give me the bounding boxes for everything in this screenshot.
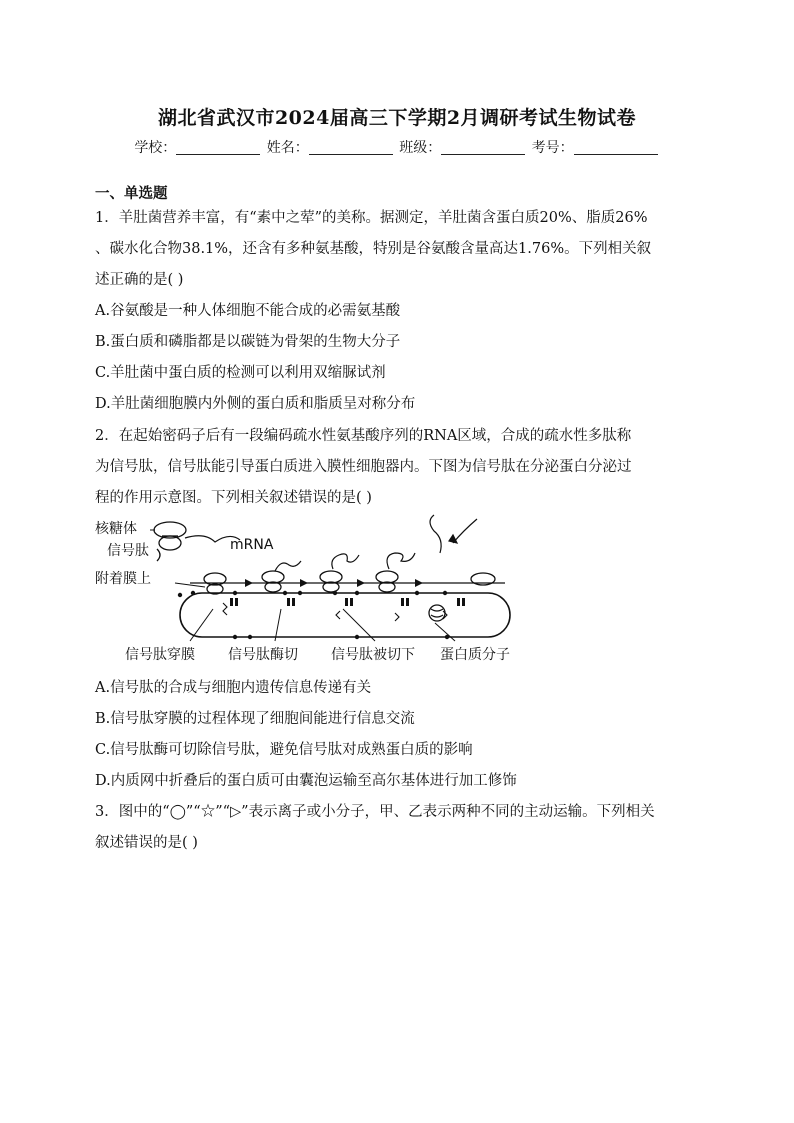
q1-text-line: 述正确的是( ) bbox=[95, 272, 184, 288]
label-signal-peptide: 信号肽 bbox=[107, 543, 149, 559]
diagram-svg bbox=[95, 513, 535, 668]
label-cut: 信号肽被切下 bbox=[331, 647, 415, 663]
q2-text-line: 为信号肽，信号肽能引导蛋白质进入膜性细胞器内。下图为信号肽在分泌蛋白分泌过 bbox=[95, 459, 632, 475]
cleaved-signal-peptides bbox=[223, 603, 447, 621]
membrane-markers bbox=[230, 598, 465, 606]
label-attached: 附着膜上 bbox=[95, 571, 151, 587]
q2-text-line: 2．在起始密码子后有一段编码疏水性氨基酸序列的RNA区域，合成的疏水性多肽称 bbox=[95, 428, 632, 444]
exam-title: 湖北省武汉市2024届高三下学期2月调研考试生物试卷 bbox=[157, 107, 637, 129]
class-blank[interactable] bbox=[441, 140, 525, 155]
q1-option-a[interactable]: A.谷氨酸是一种人体细胞不能合成的必需氨基酸 bbox=[95, 303, 401, 319]
name-blank[interactable] bbox=[309, 140, 393, 155]
number-label: 考号： bbox=[531, 140, 574, 156]
label-ribosome: 核糖体 bbox=[95, 521, 137, 537]
label-cross: 信号肽穿膜 bbox=[125, 647, 195, 663]
q3-text-line: 3．图中的“◯”“☆”“▷”表示离子或小分子，甲、乙表示两种不同的主动运输。下列相关 bbox=[95, 804, 655, 820]
q1-option-d[interactable]: D.羊肚菌细胞膜内外侧的蛋白质和脂质呈对称分布 bbox=[95, 396, 416, 412]
signal-peptide-diagram bbox=[95, 513, 535, 668]
q1-text-line: 1．羊肚菌营养丰富，有“素中之荤”的美称。据测定，羊肚菌含蛋白质20%、脂质26% bbox=[95, 210, 648, 226]
q1-text-line: 、碳水化合物38.1%，还含有多种氨基酸，特别是谷氨酸含量高达1.76%。下列相关叙 bbox=[95, 241, 652, 257]
school-label: 学校： bbox=[134, 140, 177, 156]
q1-option-b[interactable]: B.蛋白质和磷脂都是以碳链为骨架的生物大分子 bbox=[95, 334, 401, 350]
q2-text-line: 程的作用示意图。下列相关叙述错误的是( ) bbox=[95, 490, 372, 506]
class-label: 班级： bbox=[399, 140, 442, 156]
label-enzyme: 信号肽酶切 bbox=[228, 647, 298, 663]
q2-option-d[interactable]: D.内质网中折叠后的蛋白质可由囊泡运输至高尔基体进行加工修饰 bbox=[95, 773, 517, 789]
label-mrna: mRNA bbox=[230, 537, 274, 553]
q2-option-a[interactable]: A.信号肽的合成与细胞内遗传信息传递有关 bbox=[95, 680, 372, 696]
school-blank[interactable] bbox=[176, 140, 260, 155]
number-blank[interactable] bbox=[574, 140, 658, 155]
free-ribosome bbox=[154, 522, 186, 561]
label-protein: 蛋白质分子 bbox=[440, 647, 510, 663]
q2-option-b[interactable]: B.信号肽穿膜的过程体现了细胞间能进行信息交流 bbox=[95, 711, 415, 727]
q1-option-c[interactable]: C.羊肚菌中蛋白质的检测可以利用双缩脲试剂 bbox=[95, 365, 386, 381]
name-label: 姓名： bbox=[266, 140, 309, 156]
q2-option-c[interactable]: C.信号肽酶可切除信号肽，避免信号肽对成熟蛋白质的影响 bbox=[95, 742, 473, 758]
q3-text-line: 叙述错误的是( ) bbox=[95, 835, 198, 851]
student-info-line bbox=[0, 137, 794, 157]
folded-protein bbox=[429, 605, 445, 621]
polypeptide-chains bbox=[275, 515, 477, 571]
section-title: 一、单选题 bbox=[95, 185, 168, 202]
